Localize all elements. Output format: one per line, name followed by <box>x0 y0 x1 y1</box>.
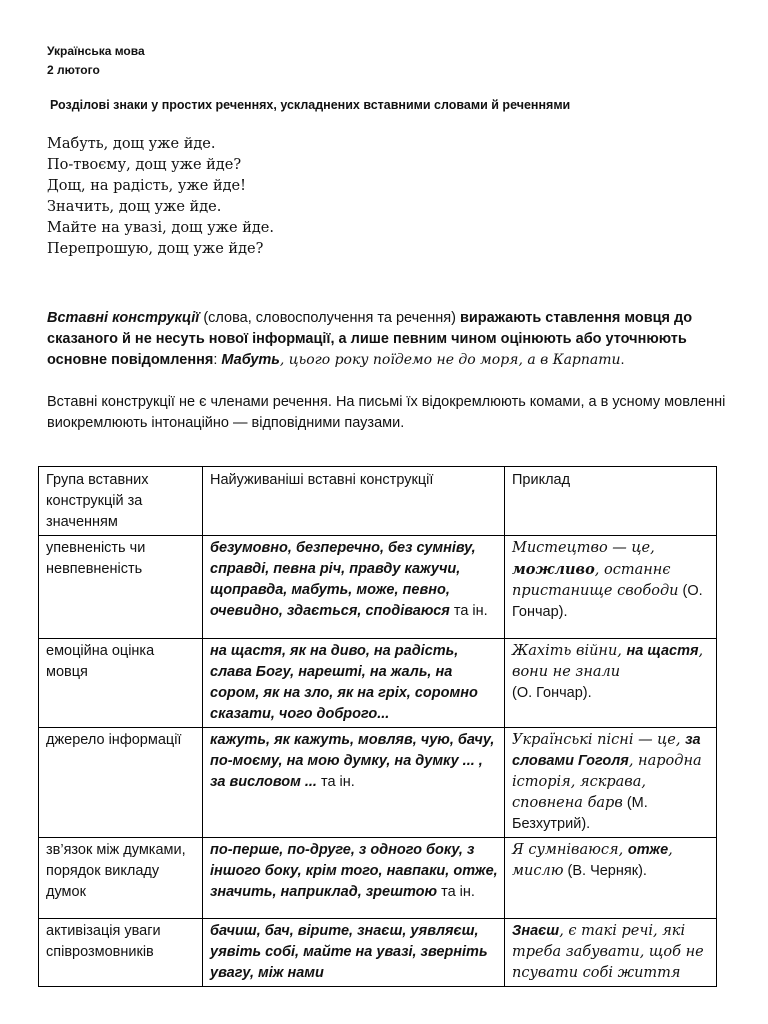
constructions-cell <box>203 838 505 919</box>
table-row <box>39 919 717 987</box>
example-text: Жахіть війни, <box>512 643 627 659</box>
constructions-tail: та ін. <box>316 774 355 790</box>
example-sentence: Значить, дощ уже йде. <box>47 199 222 215</box>
example-sentence: Майте на увазі, дощ уже йде. <box>47 220 274 236</box>
definition-body: виражають ставлення мовця до сказаного й не несуть нової інформації, а лише певним чином оцінюють або уточнюють основне повідомлення <box>47 310 693 368</box>
definition-example-rest: , цього року поїдемо не до моря, а в Карпати <box>279 352 621 368</box>
example-sentence: Дощ, на радість, уже йде! <box>47 178 246 194</box>
page-title: Розділові знаки у простих реченнях, ускладнених вставними словами й реченнями <box>50 98 571 112</box>
constructions-list: безумовно, безперечно, без сумніву, справді, певна річ, правду кажучи, щоправда, мабуть, може, певно, очевидно, здається, сподіваюся <box>210 540 476 619</box>
constructions-tail: та ін. <box>437 884 475 900</box>
example-author: (М. Безхутрий). <box>512 795 648 832</box>
constructions-cell <box>203 536 505 639</box>
example-cell <box>505 728 717 838</box>
example-text: Я сумніваюся, <box>512 842 628 858</box>
example-sentence: По-твоєму, дощ уже йде? <box>47 157 242 173</box>
example-sentence: Перепрошую, дощ уже йде? <box>47 241 264 257</box>
example-author: (О. Гончар). <box>512 583 703 620</box>
column-header-group: Група вставних конструкцій за значенням <box>39 467 203 536</box>
example-highlight: отже <box>627 842 669 858</box>
group-cell: емоційна оцінка мовця <box>39 639 203 728</box>
constructions-table <box>38 466 717 987</box>
constructions-list: бачиш, бач, вірите, знаєш, уявляєш, уявіть собі, майте на увазі, зверніть увагу, між нами <box>210 923 488 981</box>
example-highlight: за словами Гоголя <box>512 732 701 769</box>
group-cell: зв’язок між думками, порядок викладу думок <box>39 838 203 919</box>
definition-period: . <box>620 352 625 368</box>
definition-paragraph <box>47 308 727 371</box>
example-highlight: на щастя <box>626 643 699 659</box>
example-text: , мислю <box>512 842 673 879</box>
constructions-list: по-перше, по-друге, з одного боку, з іншого боку, крім того, навпаки, отже, значить, наприклад, зрештою <box>210 842 498 900</box>
table-row <box>39 639 717 728</box>
example-sentences <box>47 134 274 260</box>
example-text: , вони не знали <box>512 643 704 680</box>
group-cell: джерело інформації <box>39 728 203 838</box>
example-author: (В. Черняк). <box>563 863 647 879</box>
table-row <box>39 728 717 838</box>
column-header-example: Приклад <box>505 467 717 536</box>
table-row <box>39 838 717 919</box>
constructions-cell <box>203 919 505 987</box>
definition-term: Вставні конструкції <box>47 310 200 326</box>
example-cell <box>505 536 717 639</box>
constructions-cell <box>203 639 505 728</box>
example-text: Мистецтво — це, <box>512 540 655 556</box>
table-row <box>39 536 717 639</box>
example-author: (О. Гончар). <box>512 685 592 701</box>
note-paragraph: Вставні конструкції не є членами речення. На письмі їх відокремлюють комами, а в усному мовленні виокремлюють інтонаційно — відповідними паузами. <box>47 394 726 431</box>
column-header-constructions: Найуживаніші вставні конструкції <box>203 467 505 536</box>
example-highlight: Знаєш <box>512 923 560 939</box>
definition-parenthetical: (слова, словосполучення та речення) <box>199 310 460 326</box>
date-label: 2 лютого <box>47 63 100 77</box>
example-sentence: Мабуть, дощ уже йде. <box>47 136 216 152</box>
group-cell: упевненість чи невпевненість <box>39 536 203 639</box>
definition-example-word: Мабуть <box>221 352 280 368</box>
definition-colon: : <box>213 352 222 368</box>
example-text: , народна історія, яскрава, сповнена барв <box>512 753 702 811</box>
subject-label: Українська мова <box>47 44 145 58</box>
constructions-list: кажуть, як кажуть, мовляв, чую, бачу, по-моєму, на мою думку, на думку ... , за висловом ... <box>210 732 495 790</box>
group-cell: активізація уваги співрозмовників <box>39 919 203 987</box>
constructions-cell <box>203 728 505 838</box>
example-cell <box>505 919 717 987</box>
example-cell <box>505 639 717 728</box>
example-highlight: можливо <box>512 561 595 578</box>
example-text: Українські пісні — це, <box>512 732 686 748</box>
constructions-tail: та ін. <box>449 603 488 619</box>
example-text: , є такі речі, які треба забувати, щоб не псувати собі життя <box>512 923 704 981</box>
example-text: , останнє пристанище свободи <box>512 562 679 599</box>
table-header-row <box>39 467 717 536</box>
constructions-list: на щастя, як на диво, на радість, слава Богу, нарешті, на жаль, на сором, як на зло, як на гріх, соромно сказати, чого доброго... <box>210 643 478 722</box>
example-cell <box>505 838 717 919</box>
